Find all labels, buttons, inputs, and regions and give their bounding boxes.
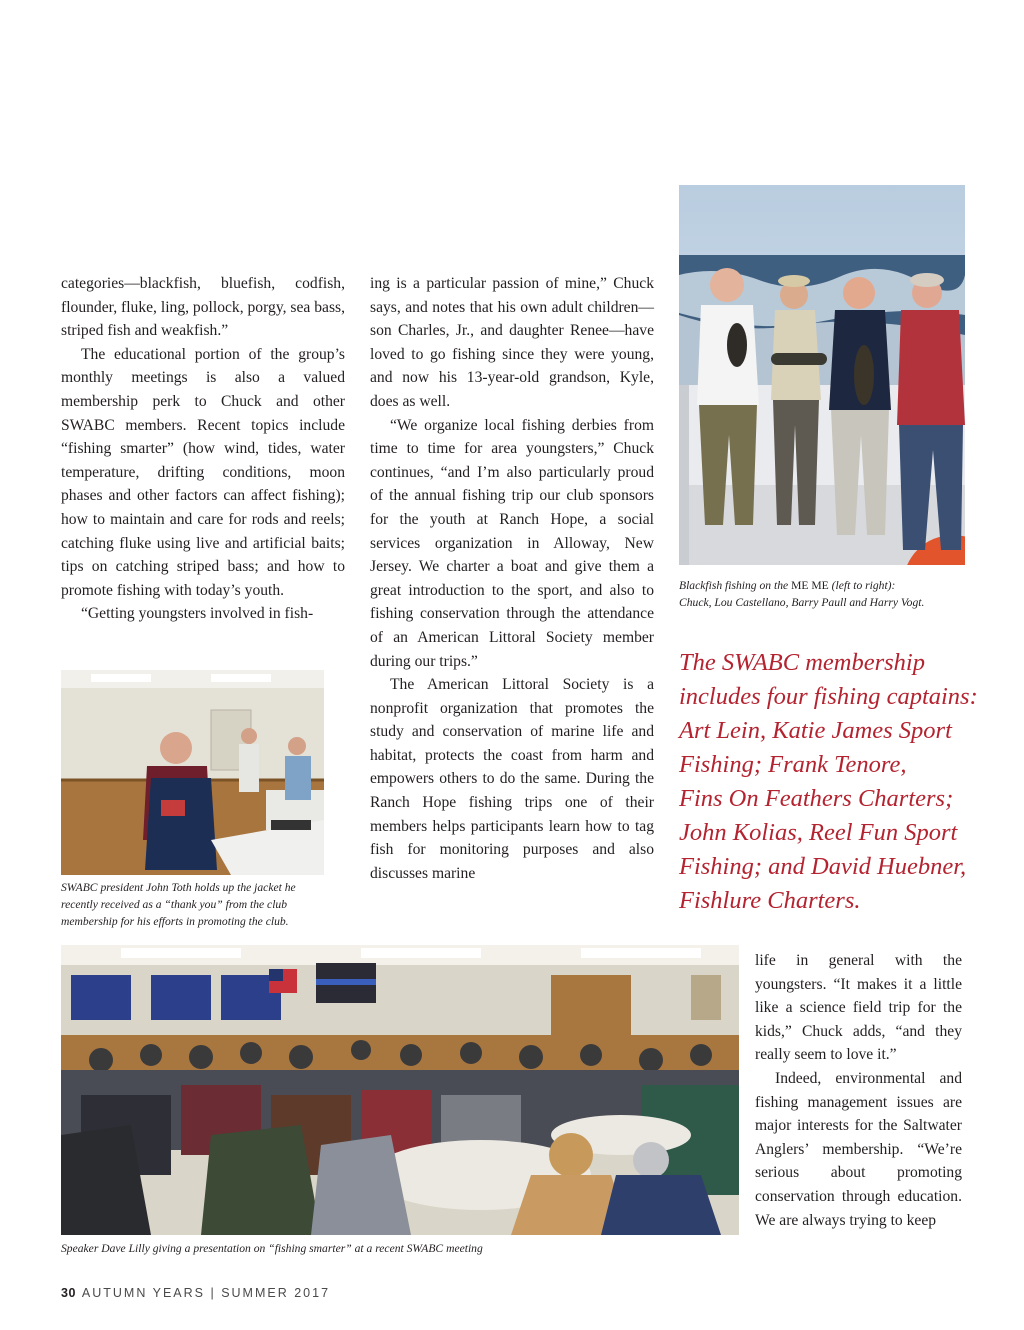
paragraph: “Getting youngsters involved in fish- bbox=[81, 605, 314, 623]
paragraph: “We organize local fishing derbies from time to time for area youngsters,” Chuck continues, “and I’m also particularly proud of the annual fishing trip our club sponsors for the youth at Ranch Hope, a social services organization in Alloway, New Jersey. We charter a boat and give them a great introduction to the sport, and also to fishing conservation through the attendance of an American Littoral Society member during our trips.” bbox=[370, 416, 654, 670]
article-column-1 bbox=[61, 272, 345, 626]
page-footer bbox=[61, 1286, 330, 1300]
article-column-3 bbox=[755, 949, 962, 1232]
paragraph: ing is a particular passion of mine,” Chuck says, and notes that his own adult children—son Charles, Jr., and daughter Renee—have loved to go fishing since they were young, and now his 13-year-old grandson, Kyle, does as well. bbox=[370, 275, 654, 410]
publication-name: AUTUMN YEARS | SUMMER 2017 bbox=[81, 1286, 331, 1300]
paragraph: Indeed, environmental and fishing management issues are major interests for the Saltwater Anglers’ membership. “We’re serious about promoting conservation through education. We are always trying to keep bbox=[755, 1069, 962, 1229]
article-column-2 bbox=[370, 272, 654, 885]
photo-caption-meeting: Speaker Dave Lilly giving a presentation on “fishing smarter” at a recent SWABC meeting bbox=[61, 1242, 483, 1255]
photo-club-president bbox=[61, 670, 324, 875]
pull-quote: The SWABC membership includes four fishing captains: Art Lein, Katie James Sport Fishing; Frank Tenore, Fins On Feathers Charters; John Kolias, Reel Fun Sport Fishing; and David Huebner, Fishlure Charters. bbox=[679, 649, 978, 914]
paragraph: categories—blackfish, bluefish, codfish, flounder, fluke, ling, pollock, porgy, sea bass, striped fish and weakfish.” bbox=[61, 275, 345, 340]
photo-caption-president: SWABC president John Toth holds up the jacket he recently received as a “thank you” from the club membership for his efforts in promoting the club. bbox=[61, 881, 296, 928]
page-number: 30 bbox=[61, 1286, 76, 1300]
paragraph: The educational portion of the group’s monthly meetings is also a valued membership perk to Chuck and other SWABC members. Recent topics include “fishing smarter” (how wind, tides, water temperature, drifting conditions, moon phases and other factors can affect fishing); how to maintain and care for rods and reels; catching fluke using live and artificial baits; tips on catching striped bass; and how to promote fishing with today’s youth. bbox=[61, 345, 345, 599]
photo-club-meeting bbox=[61, 945, 739, 1235]
photo-caption-boat: Blackfish fishing on the ME ME (left to right): Chuck, Lou Castellano, Barry Paull and Harry Vogt. bbox=[679, 579, 925, 609]
photo-fishing-boat bbox=[679, 185, 965, 565]
paragraph: life in general with the youngsters. “It makes it a little like a science field trip for the kids,” Chuck adds, “and they really seem to love it.” bbox=[755, 952, 962, 1064]
paragraph: The American Littoral Society is a nonprofit organization that promotes the study and conservation of marine life and habitat, protects the coast from harm and empowers others to do the same. During the Ranch Hope fishing trips one of their members helps participants learn how to tag fish for monitoring purposes and also discusses marine bbox=[370, 676, 654, 882]
boat-name: ME ME bbox=[791, 579, 829, 592]
